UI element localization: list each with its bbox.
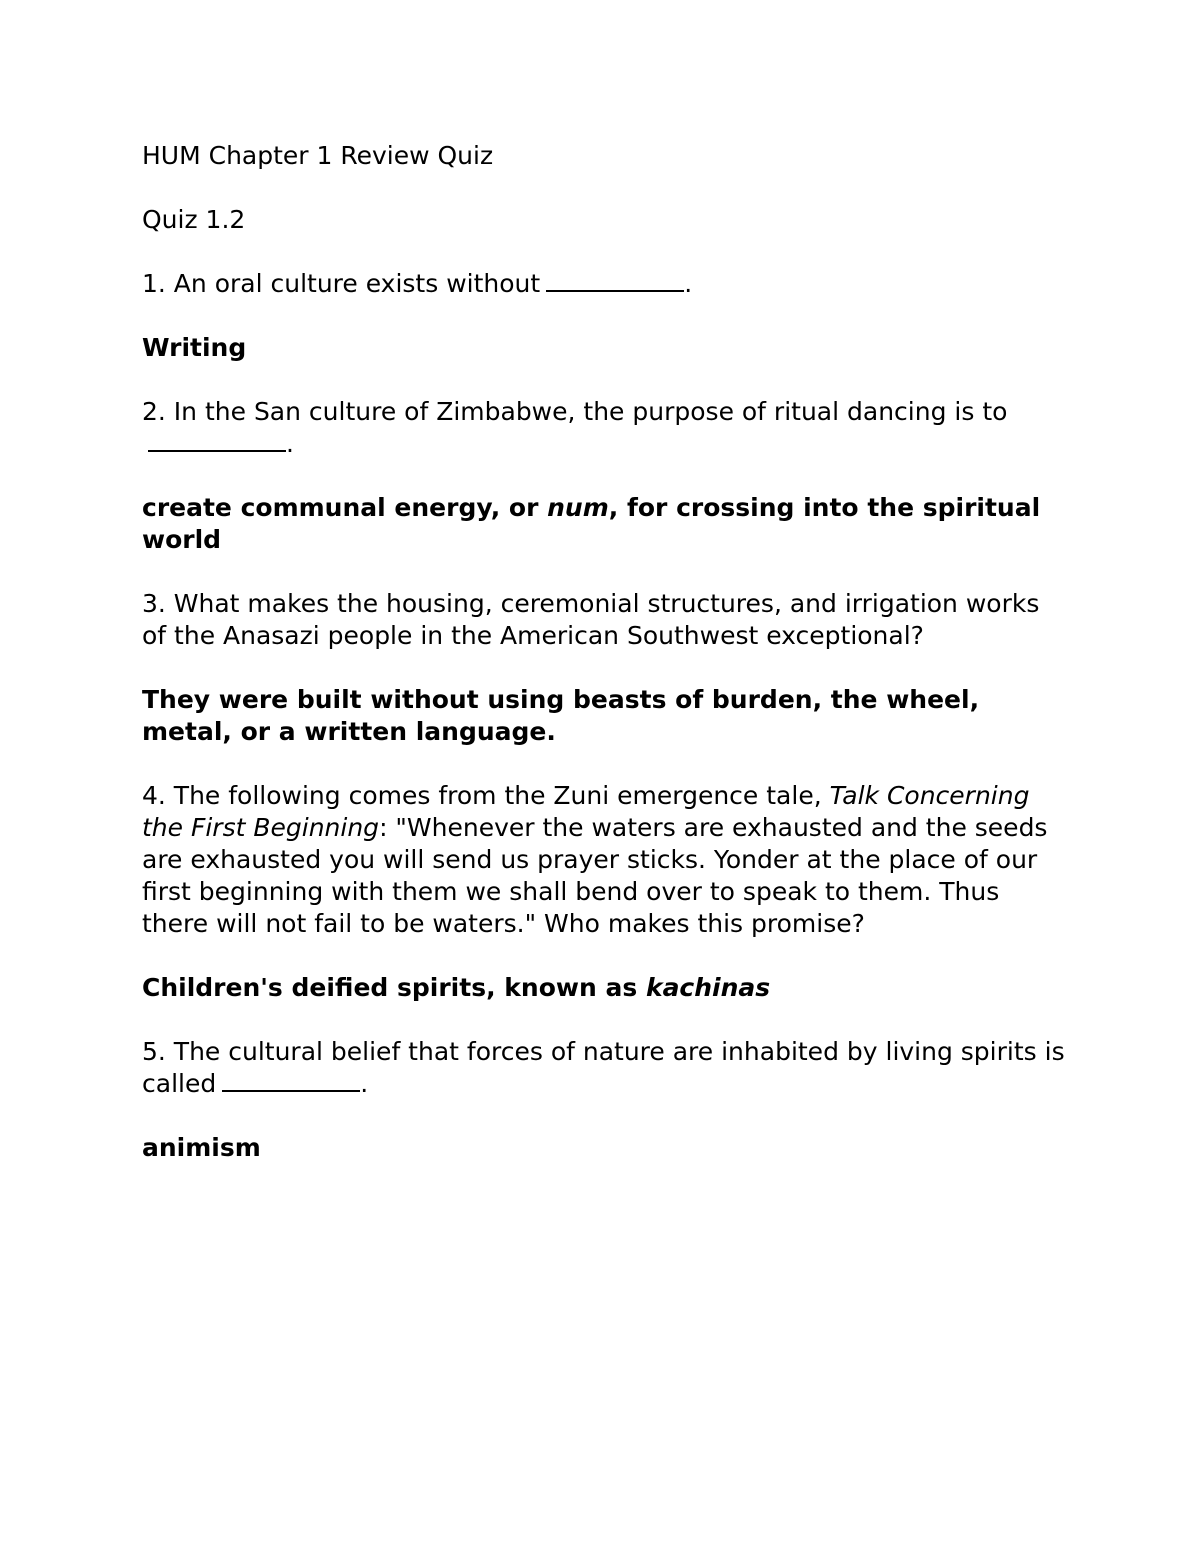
page-title: HUM Chapter 1 Review Quiz [142,141,494,170]
answer-2-post: , for crossing into the spiritual world [142,493,1041,554]
answer-blank [148,428,286,452]
question-2-text: 2. In the San culture of Zimbabwe, the purpose of ritual dancing is to [142,397,1008,426]
document-page [142,140,1067,1196]
answer-4-pre: Children's deified spirits, known as [142,973,646,1002]
question-4-post: : "Whenever the waters are exhausted and the seeds are exhausted you will send us prayer sticks. Yonder at the place of our first beginning with them we shall bend over to speak to them. Thus there will not fail to be waters." Who makes this promise? [142,813,1048,938]
answer-2 [142,492,1067,556]
question-2 [142,396,1067,460]
answer-4-term: kachinas [645,973,771,1002]
question-1-end: . [684,269,693,298]
answer-blank [222,1068,360,1092]
question-1-text: 1. An oral culture exists without [142,269,541,298]
answer-1: Writing [142,333,247,362]
answer-blank [546,268,684,292]
question-3: 3. What makes the housing, ceremonial structures, and irrigation works of the Anasazi people in the American Southwest exceptional? [142,589,1040,650]
question-4-title: Talk Concerning the First Beginning [142,781,1030,842]
answer-2-pre: create communal energy, or [142,493,548,522]
question-4-pre: 4. The following comes from the Zuni emergence tale, [142,781,830,810]
answer-2-term: num [547,493,609,522]
question-5-end: . [360,1069,369,1098]
question-1 [142,268,1067,300]
question-5 [142,1036,1067,1100]
answer-4 [142,972,1067,1004]
question-2-end: . [286,429,294,458]
question-5-text: 5. The cultural belief that forces of nature are inhabited by living spirits is called [142,1037,1065,1098]
answer-5: animism [142,1133,261,1162]
quiz-subtitle: Quiz 1.2 [142,205,246,234]
answer-3: They were built without using beasts of burden, the wheel, metal, or a written language. [142,685,980,746]
question-4 [142,780,1067,940]
